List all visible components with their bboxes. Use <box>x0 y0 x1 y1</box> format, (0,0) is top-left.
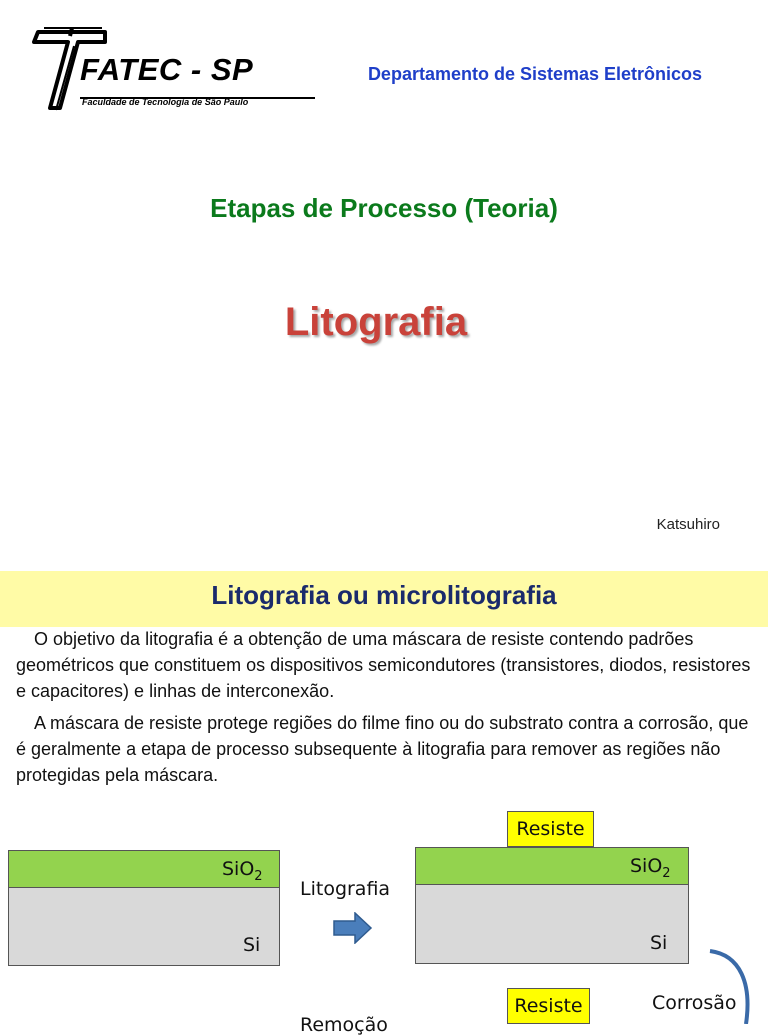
bottom-resist-block: Resiste <box>507 988 590 1024</box>
logo-name: FATEC - SP <box>80 52 254 87</box>
right-arrow-icon <box>333 912 373 944</box>
paragraph-objective: O objetivo da litografia é a obtenção de uma máscara de resiste contendo padrões geométricos que constituem os dispositivos semicondutores (transistores, diodos, resistores e capacitores) e linhas de interconexão. <box>16 629 751 701</box>
slide-heading: Litografia ou microlitografia <box>211 580 557 610</box>
right-sio2-label: SiO$_2$ <box>630 855 671 881</box>
paragraph-mask: A máscara de resiste protege regiões do filme fino ou do substrato contra a corrosão, que é geralmente a etapa de processo subsequente à litografia para remover as regiões não protegidas pela máscara. <box>16 713 749 785</box>
content-slide <box>0 565 768 1036</box>
corrosion-label: Corrosão <box>652 992 737 1014</box>
right-resist-block: Resiste <box>507 811 594 847</box>
author-name: Katsuhiro <box>656 516 720 533</box>
left-si-substrate <box>8 887 280 966</box>
removal-label: Remoção <box>300 1014 388 1036</box>
left-sio2-label: SiO$_2$ <box>222 858 263 884</box>
step-label-litografia: Litografia <box>300 878 391 900</box>
right-si-substrate <box>415 884 689 964</box>
left-si-label: Si <box>243 934 261 956</box>
logo-subtitle: Faculdade de Tecnologia de São Paulo <box>82 97 249 107</box>
slide-title: Litografia <box>284 300 468 344</box>
slide-subtitle: Etapas de Processo (Teoria) <box>210 193 558 223</box>
right-si-label: Si <box>650 932 668 954</box>
department-name: Departamento de Sistemas Eletrônicos <box>367 64 703 84</box>
